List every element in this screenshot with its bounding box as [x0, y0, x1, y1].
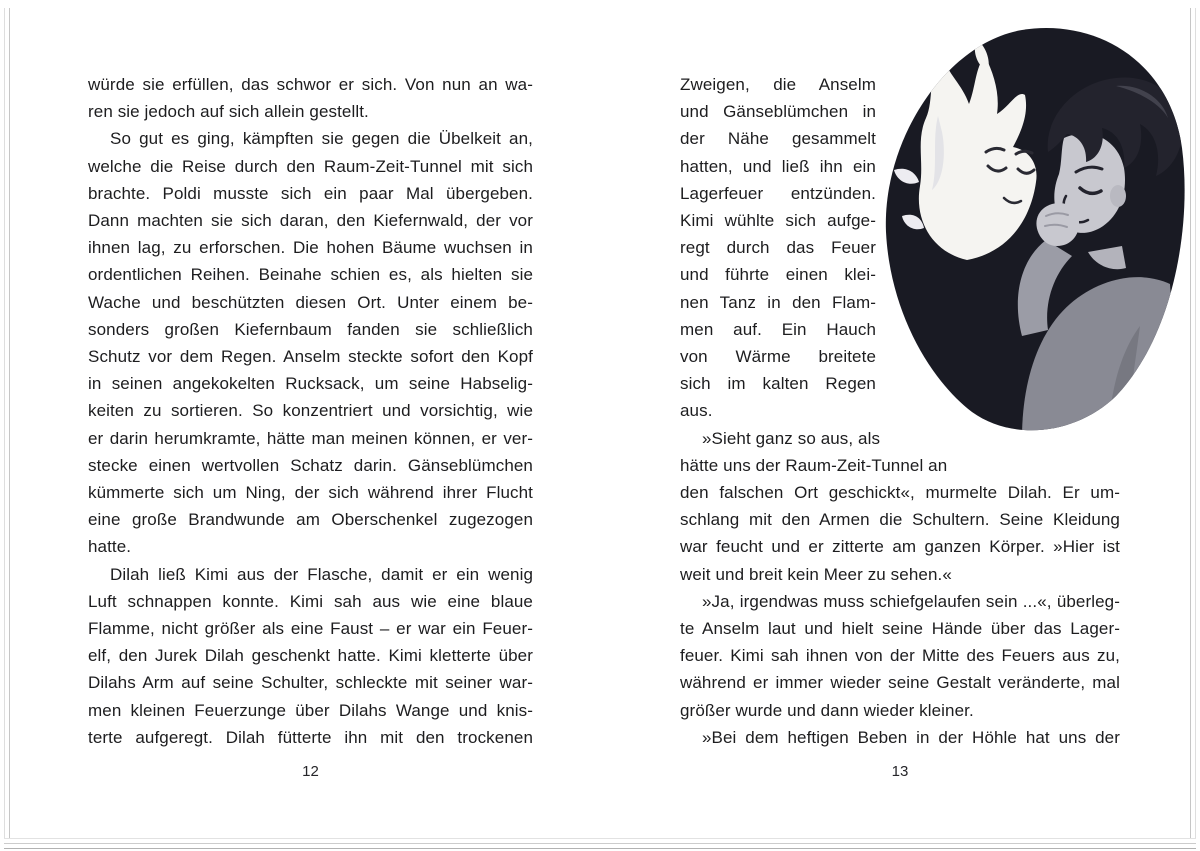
text-line: Wache und beschützten diesen Ort. Unter einem be-	[88, 292, 533, 312]
page-edge-right-outer	[1195, 8, 1196, 838]
text-line: men auf. Ein Hauch	[680, 319, 876, 339]
text-line: sonders großen Kiefernbaum fanden sie schließlich	[88, 319, 533, 339]
text-line: nen Tanz in den Flam-	[680, 292, 876, 312]
text-line: hätte uns der Raum-Zeit-Tunnel an	[680, 455, 948, 475]
page-edge-left-outer	[4, 8, 5, 838]
page-left-text	[88, 71, 533, 751]
text-line: den falschen Ort geschickt«, murmelte Dilah. Er um-	[680, 483, 1120, 503]
text-line: ren sie jedoch auf sich allein gestellt.	[88, 102, 369, 122]
text-line: te Anselm laut und hielt seine Hände über das Lager-	[680, 619, 1120, 639]
text-line: würde sie erfüllen, das schwor er sich. Von nun an wa-	[88, 75, 533, 94]
text-line: feuer. Kimi sah ihnen von der Mitte des Feuers aus zu,	[680, 646, 1120, 666]
text-line: regt durch das Feuer	[680, 238, 876, 258]
text-line: in seinen angekokelten Rucksack, um seine Habselig-	[88, 374, 533, 394]
text-line: Kimi wühlte sich aufge-	[680, 211, 876, 231]
text-line: Schutz vor dem Regen. Anselm steckte sofort den Kopf	[88, 347, 533, 367]
text-line: er darin herumkramte, hätte man meinen können, er ver-	[88, 428, 533, 448]
text-line: So gut es ging, kämpften sie gegen die Übelkeit an,	[110, 129, 533, 149]
text-line: und führte einen klei-	[680, 265, 876, 285]
text-line: welche die Reise durch den Raum-Zeit-Tunnel mit sich	[88, 156, 533, 176]
text-line: sich im kalten Regen	[680, 374, 876, 394]
text-line: eine große Brandwunde am Oberschenkel zugezogen	[88, 510, 533, 530]
text-line: »Ja, irgendwas muss schiefgelaufen sein ...«, überleg-	[702, 591, 1120, 611]
page-number-right: 13	[891, 763, 909, 780]
text-line: »Bei dem heftigen Beben in der Höhle hat uns der	[702, 727, 1120, 747]
text-line: schlang mit den Armen die Schultern. Seine Kleidung	[680, 510, 1120, 530]
page-edge-bottom	[4, 838, 1196, 839]
text-line: Zweigen, die Anselm	[680, 75, 876, 94]
page-edge-left-inner	[9, 8, 10, 838]
text-line: aus.	[680, 401, 713, 421]
text-line: men kleinen Feuerzunge über Dilahs Wange und knis-	[88, 700, 533, 720]
text-line: weit und breit kein Meer zu sehen.«	[680, 564, 952, 584]
text-line: war feucht und er zitterte am ganzen Körper. »Hier ist	[680, 537, 1120, 557]
text-line: kümmerte sich um Ning, der sich während ihrer Flucht	[88, 483, 533, 503]
text-line: Dann machten sie sich daran, den Kiefernwald, der vor	[88, 211, 533, 231]
text-line: ihnen lag, zu erforschen. Die hohen Bäume wuchsen in	[88, 238, 533, 258]
text-line: während er immer wieder seine Gestalt veränderte, mal	[680, 673, 1120, 693]
boy-and-fire-elf-illustration	[872, 20, 1192, 438]
text-line: der Nähe gesammelt	[680, 129, 876, 149]
text-line: ordentlichen Reihen. Beinahe schien es, als hielten sie	[88, 265, 533, 285]
text-line: Dilahs Arm auf seine Schulter, schleckte mit seiner war-	[88, 673, 533, 693]
page-edge-bottom	[4, 843, 1196, 844]
text-line: hatten, und ließ ihn ein	[680, 156, 876, 176]
page-number-left: 12	[302, 763, 319, 780]
text-line: elf, den Jurek Dilah geschenkt hatte. Kimi kletterte über	[88, 646, 533, 666]
text-line: Flamme, nicht größer als eine Faust – er war ein Feuer-	[88, 619, 533, 639]
text-line: von Wärme breitete	[680, 347, 876, 367]
text-line: stecke einen wertvollen Schatz darin. Gänseblümchen	[88, 455, 533, 475]
text-line: Dilah ließ Kimi aus der Flasche, damit er ein wenig	[110, 564, 533, 584]
text-line: keiten zu sortieren. So konzentriert und vorsichtig, wie	[88, 401, 533, 421]
text-line: brachte. Poldi musste sich ein paar Mal übergeben.	[88, 183, 533, 203]
page-edge-bottom	[4, 848, 1196, 849]
text-line: Lagerfeuer entzünden.	[680, 183, 876, 203]
text-line: »Sieht ganz so aus, als	[702, 428, 881, 448]
text-line: größer wurde und dann wieder kleiner.	[680, 700, 974, 720]
text-line: Luft schnappen konnte. Kimi sah aus wie eine blaue	[88, 591, 533, 611]
text-line: und Gänseblümchen in	[680, 102, 876, 122]
text-line: terte aufgeregt. Dilah fütterte ihn mit den trockenen	[88, 727, 533, 747]
text-line: hatte.	[88, 537, 132, 557]
